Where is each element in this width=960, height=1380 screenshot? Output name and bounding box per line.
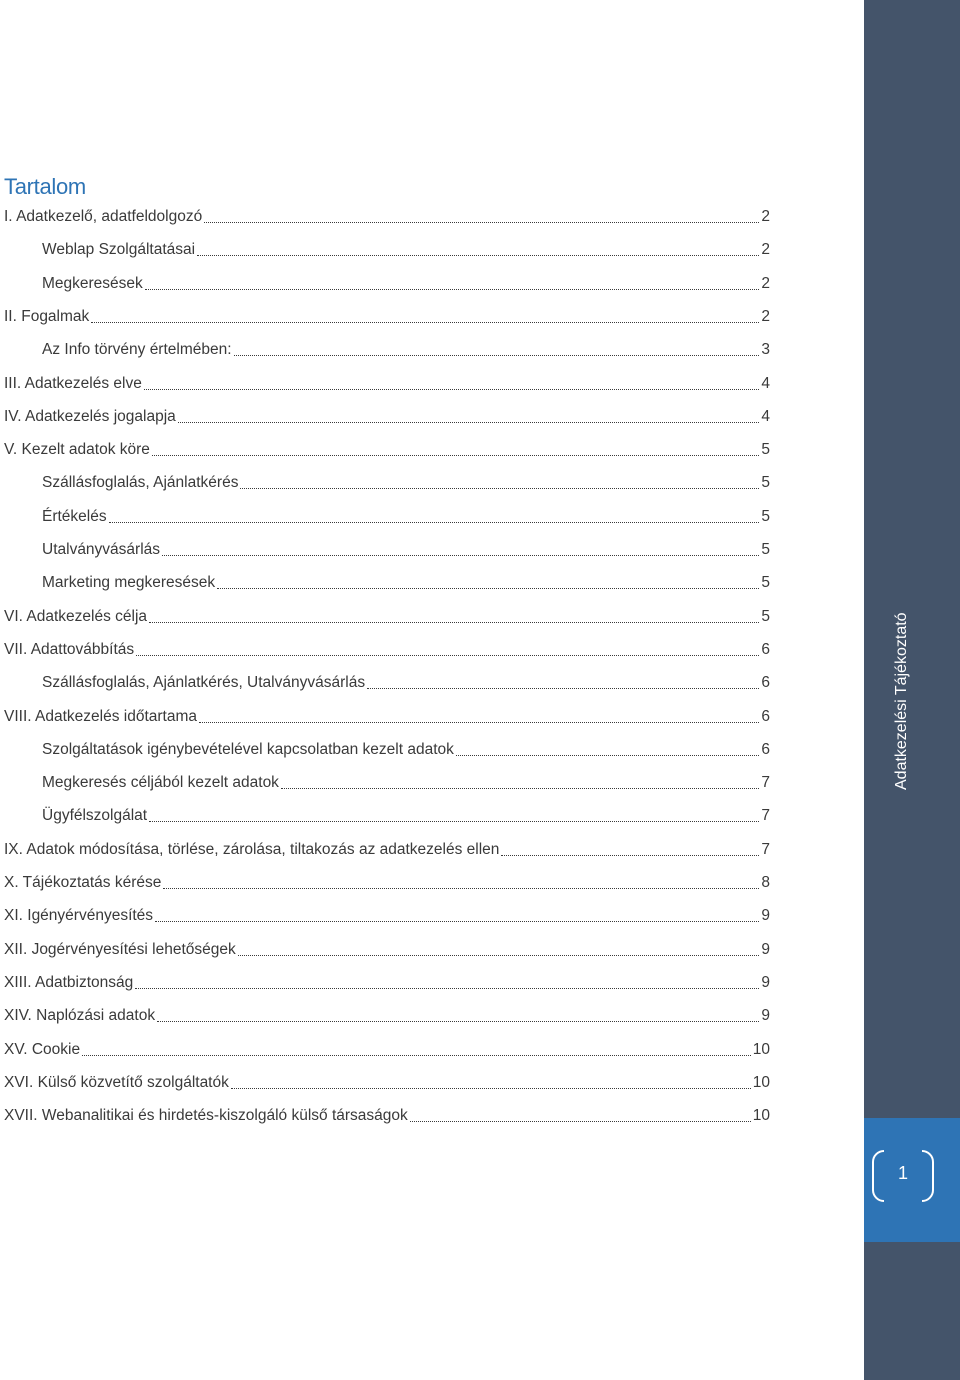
toc-entry-label: IV. Adatkezelés jogalapja <box>4 407 176 425</box>
toc-entry-page-number: 4 <box>761 407 770 425</box>
toc-dot-leader <box>217 574 759 589</box>
toc-entry-page-number: 5 <box>761 541 770 558</box>
toc-entry-label: I. Adatkezelő, adatfeldolgozó <box>4 208 203 225</box>
toc-entry-label: Megkeresés céljából kezelt adatok <box>42 774 279 792</box>
toc-entry-label: VIII. Adatkezelés időtartama <box>4 707 197 725</box>
toc-dot-leader <box>145 275 760 290</box>
toc-entry-label: XVII. Webanalitikai és hirdetés-kiszolgáló külső társaságok <box>4 1107 408 1125</box>
page-number: 1 <box>897 1163 908 1183</box>
toc-entry-page-number: 6 <box>761 740 770 758</box>
toc-entry[interactable] <box>4 974 770 998</box>
toc-dot-leader <box>231 1074 751 1089</box>
toc-dot-leader <box>162 541 759 556</box>
toc-entry[interactable] <box>4 408 770 432</box>
toc-dot-leader <box>135 974 759 989</box>
toc-entry-page-number: 2 <box>761 241 770 259</box>
toc-entry-page-number: 5 <box>761 607 770 625</box>
toc-entry[interactable] <box>42 807 770 831</box>
toc-entry[interactable] <box>42 674 770 698</box>
toc-entry[interactable] <box>4 841 770 865</box>
toc-entry-label: V. Kezelt adatok köre <box>4 441 150 459</box>
toc-entry-page-number: 6 <box>761 640 770 658</box>
toc-entry[interactable] <box>4 708 770 732</box>
toc-entry-page-number: 9 <box>761 940 770 958</box>
toc-entry-page-number: 10 <box>752 1073 770 1091</box>
toc-entry-page-number: 10 <box>752 1107 770 1125</box>
toc-entry[interactable] <box>42 508 770 532</box>
toc-dot-leader <box>144 375 760 390</box>
toc-heading: Tartalom <box>4 174 86 199</box>
toc-entry-label: XIII. Adatbiztonság <box>4 973 134 991</box>
toc-entry[interactable] <box>4 1007 770 1031</box>
toc-dot-leader <box>367 674 759 689</box>
toc-dot-leader <box>501 841 759 856</box>
toc-entry[interactable] <box>42 474 770 498</box>
toc-entry[interactable] <box>4 641 770 665</box>
toc-entry-label: Weblap Szolgáltatásai <box>42 241 196 259</box>
toc-entry-label: XI. Igényérvényesítés <box>4 907 154 925</box>
toc-entry-label: Az Info törvény értelmében: <box>42 341 232 359</box>
toc-entry-label: XII. Jogérvényesítési lehetőségek <box>4 940 236 958</box>
toc-entry-page-number: 9 <box>761 907 770 925</box>
toc-dot-leader <box>456 741 759 756</box>
toc-entry-page-number: 8 <box>761 874 770 891</box>
toc-dot-leader <box>82 1041 751 1056</box>
toc-entry-label: XV. Cookie <box>4 1040 81 1058</box>
toc-entry-label: IX. Adatok módosítása, törlése, zárolása, tiltakozás az adatkezelés ellen <box>4 840 500 858</box>
toc-entry-page-number: 6 <box>761 707 770 725</box>
toc-dot-leader <box>204 208 759 223</box>
toc-entry-label: Értékelés <box>42 507 107 525</box>
toc-entry-page-number: 5 <box>761 507 770 525</box>
toc-entry-page-number: 7 <box>761 840 770 858</box>
toc-entry-page-number: 10 <box>752 1040 770 1058</box>
toc-dot-leader <box>149 807 759 822</box>
toc-entry[interactable] <box>42 574 770 598</box>
toc-dot-leader <box>197 241 759 256</box>
toc-entry[interactable] <box>4 1107 770 1131</box>
toc-dot-leader <box>234 341 760 356</box>
toc-dot-leader <box>240 474 759 489</box>
toc-dot-leader <box>199 708 759 723</box>
toc-dot-leader <box>136 641 759 656</box>
toc-entry[interactable] <box>4 1041 770 1065</box>
toc-entry-page-number: 2 <box>761 274 770 292</box>
toc-entry-label: Utalványvásárlás <box>42 541 161 558</box>
toc-entry[interactable] <box>42 741 770 765</box>
toc-entry-label: X. Tájékoztatás kérése <box>4 874 162 891</box>
toc-entry-page-number: 9 <box>761 1007 770 1025</box>
toc-entry-page-number: 6 <box>761 674 770 692</box>
toc-dot-leader <box>91 308 759 323</box>
toc-entry[interactable] <box>4 308 770 332</box>
toc-dot-leader <box>410 1107 751 1122</box>
toc-entry-page-number: 9 <box>761 973 770 991</box>
toc-dot-leader <box>109 508 760 523</box>
toc-entry-label: XVI. Külső közvetítő szolgáltatók <box>4 1073 229 1091</box>
toc-entry[interactable] <box>4 441 770 465</box>
toc-entry-page-number: 2 <box>761 208 770 225</box>
toc-entry-label: Megkeresések <box>42 274 143 292</box>
toc-dot-leader <box>281 774 759 789</box>
toc-dot-leader <box>238 941 760 956</box>
toc-entry-label: Szállásfoglalás, Ajánlatkérés <box>42 474 239 492</box>
toc-entry-page-number: 5 <box>761 474 770 492</box>
toc-entry-page-number: 4 <box>761 374 770 392</box>
toc-entry[interactable] <box>42 541 770 565</box>
toc-entry[interactable] <box>4 1074 770 1098</box>
toc-entry[interactable] <box>42 774 770 798</box>
toc-entry[interactable] <box>4 874 770 898</box>
toc-dot-leader <box>155 907 759 922</box>
toc-entry[interactable] <box>42 341 770 365</box>
toc-entry-label: Szolgáltatások igénybevételével kapcsolatban kezelt adatok <box>42 740 454 758</box>
toc-entry-page-number: 7 <box>761 807 770 825</box>
sidebar-document-title <box>890 766 960 790</box>
toc-entry-page-number: 7 <box>761 774 770 792</box>
toc-entry-label: III. Adatkezelés elve <box>4 374 142 392</box>
toc-entry-page-number: 2 <box>761 307 770 325</box>
toc-dot-leader <box>149 608 759 623</box>
toc-entry-label: Ügyfélszolgálat <box>42 807 148 825</box>
toc-entry[interactable] <box>4 208 770 232</box>
toc-dot-leader <box>163 874 759 889</box>
toc-entry-page-number: 3 <box>761 341 770 359</box>
toc-entry-label: XIV. Naplózási adatok <box>4 1007 156 1025</box>
toc-entry[interactable] <box>4 608 770 632</box>
toc-dot-leader <box>152 441 759 456</box>
toc-entry-page-number: 5 <box>761 441 770 459</box>
toc-entry-label: Szállásfoglalás, Ajánlatkérés, Utalványvásárlás <box>42 674 366 692</box>
toc-entry-label: II. Fogalmak <box>4 307 90 325</box>
toc-entry-label: VI. Adatkezelés célja <box>4 607 148 625</box>
toc-dot-leader <box>178 408 760 423</box>
toc-entry[interactable] <box>42 275 770 299</box>
toc-entry-label: VII. Adattovábbítás <box>4 640 135 658</box>
toc-dot-leader <box>157 1007 759 1022</box>
toc-entry[interactable] <box>42 241 770 265</box>
toc-entry[interactable] <box>4 941 770 965</box>
toc-entry-label: Marketing megkeresések <box>42 574 216 592</box>
toc-entry-page-number: 5 <box>761 574 770 592</box>
toc-entry[interactable] <box>4 375 770 399</box>
toc-entry[interactable] <box>4 907 770 931</box>
